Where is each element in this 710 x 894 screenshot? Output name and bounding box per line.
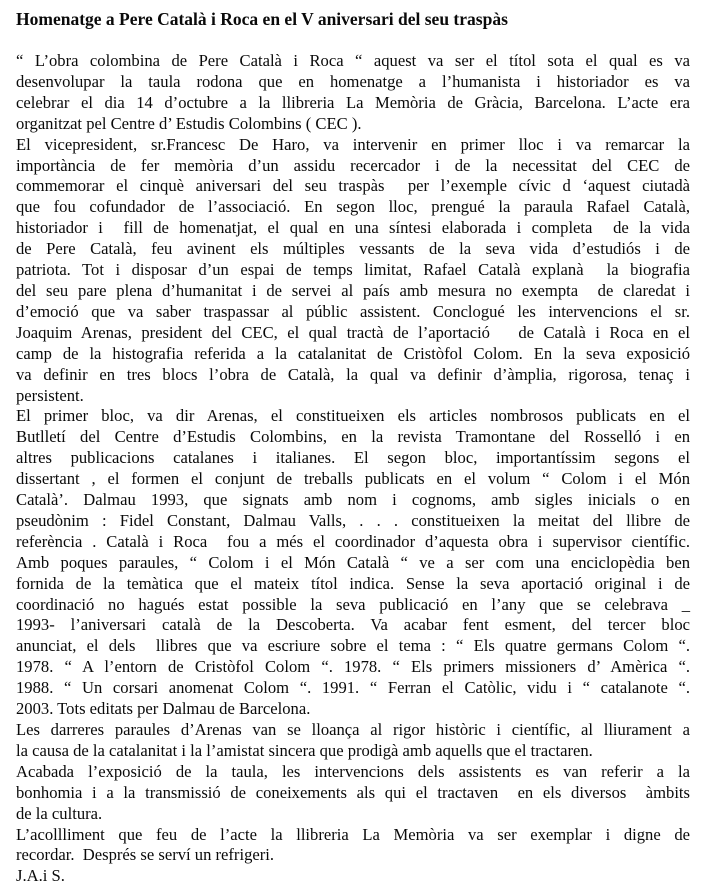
paragraph-line: Butlletí del Centre d’Estudis Colombins, en la revista Tramontane del Rosselló i en [16,427,690,447]
paragraph [16,135,690,407]
paragraph [16,762,690,825]
document-body [16,51,690,866]
paragraph-line: patriota. Tot i disposar d’un espai de temps limitat, Rafael Català explanà la biografia [16,260,690,280]
paragraph-line: referència . Català i Roca fou a més el coordinador d’aquesta obra i supervisor científic. [16,531,690,551]
paragraph-line: desenvolupar la taula rodona que en homenatge a l’humanista i historiador es va [16,71,690,91]
paragraph-line: que fou cofundador de l’associació. En segon lloc, prengué la paraula Rafael Català, [16,197,690,217]
paragraph-line: camp de la histografia referida a la catalanitat de Cristòfol Colom. En la seva exposició [16,343,690,363]
paragraph-line: bonhomia i a la transmissió de coneixements als qui el tractaven en els diversos àmbits [16,782,690,802]
paragraph-line: coordinació no hagués estat possible la seva publicació en l’any que se celebrava _ [16,594,690,614]
paragraph [16,720,690,762]
paragraph-line: d’emoció que va saber traspassar al públic assistent. Conclogué les intervencions el sr. [16,301,690,321]
paragraph-line: dissertant , el formen el conjunt de treballs publicats en el volum “ Colom i el Món [16,469,690,489]
paragraph-line: anunciat, el dels llibres que va escriure sobre el tema : “ Els quatre germans Colom “. [16,636,690,656]
signature: J.A.i S. [16,866,65,886]
blank-line [16,30,690,51]
paragraph-line: 2003. Tots editats per Dalmau de Barcelona. [16,699,311,719]
paragraph-line: 1978. “ A l’entorn de Cristòfol Colom “. 1978. “ Els primers missioners d’ Amèrica “. [16,657,690,677]
document-title: Homenatge a Pere Català i Roca en el V aniversari del seu traspàs [16,9,508,29]
paragraph [16,51,690,135]
paragraph-line: historiador i fill de homenatjat, el qual en una síntesi elaborada i completa de la vida [16,218,690,238]
paragraph-line: El vicepresident, sr.Francesc De Haro, va intervenir en primer lloc i va remarcar la [16,134,690,154]
paragraph-line: 1993- l’aniversari català de la Descoberta. Va acabar fent esment, del tercer bloc [16,615,690,635]
paragraph-line: de Pere Català, feu avinent els múltiples vessants de la seva vida d’estudiós i de [16,239,690,259]
paragraph-line: Acabada l’exposició de la taula, les intervencions dels assistents es van referir a la [16,761,690,781]
paragraph-line: El primer bloc, va dir Arenas, el constitueixen els articles nombrosos publicats en el [16,406,690,426]
paragraph-line: celebrar el dia 14 d’octubre a la llibreria La Memòria de Gràcia, Barcelona. L’acte era [16,92,690,112]
paragraph-line: 1988. “ Un corsari anomenat Colom “. 1991. “ Ferran el Catòlic, vidu i “ catalanote “. [16,678,690,698]
paragraph-line: Les darreres paraules d’Arenas van se lloança al rigor històric i científic, al lliurament a [16,720,690,739]
paragraph [16,406,690,720]
paragraph-line: fornida de la temàtica que el mateix títol indica. Sense la seva aportació original i de [16,573,690,593]
paragraph-line: del seu pare plena d’humanitat i de servei al país amb mesura no exempta de claredat i [16,280,690,300]
paragraph-line: “ L’obra colombina de Pere Català i Roca “ aquest va ser el títol sota el qual es va [16,51,690,70]
paragraph-line: pseudònim : Fidel Constant, Dalmau Valls, . . . constitueixen la meitat del llibre de [16,510,690,530]
paragraph-line: Català’. Dalmau 1993, que signats amb nom i cognoms, amb sigles inicials o en [16,490,690,510]
paragraph-line: commemorar el cinquè aniversari del seu traspàs per l’exemple cívic d ‘aquest ciutadà [16,176,690,196]
paragraph-line: altres publicacions catalanes i italianes. El segon bloc, importantíssim segons el [16,448,690,468]
paragraph-line: de la cultura. [16,803,103,823]
paragraph-line: L’acollliment que feu de l’acte la llibreria La Memòria va ser exemplar i digne de [16,824,690,844]
paragraph-line: la causa de la catalanitat i la l’amistat sincera que prodigà amb aquells que el tractaren. [16,740,593,760]
paragraph-line: Joaquim Arenas, president del CEC, el qual tractà de l’aportació de Català i Roca en el [16,322,690,342]
paragraph-line: importància de fer memòria d’un assidu recercador i de la necessitat del CEC de [16,155,690,175]
paragraph-line: Amb poques paraules, “ Colom i el Món Català “ ve a ser com una enciclopèdia ben [16,552,690,572]
paragraph-line: organitzat pel Centre d’ Estudis Colombins ( CEC ). [16,113,362,133]
paragraph [16,825,690,867]
paragraph-line: va definir en tres blocs l’obra de Català, la qual va definir d’àmplia, rigorosa, tenaç i [16,364,690,384]
paragraph-line: recordar. Després se serví un refrigeri. [16,845,275,865]
paragraph-line: persistent. [16,385,84,405]
